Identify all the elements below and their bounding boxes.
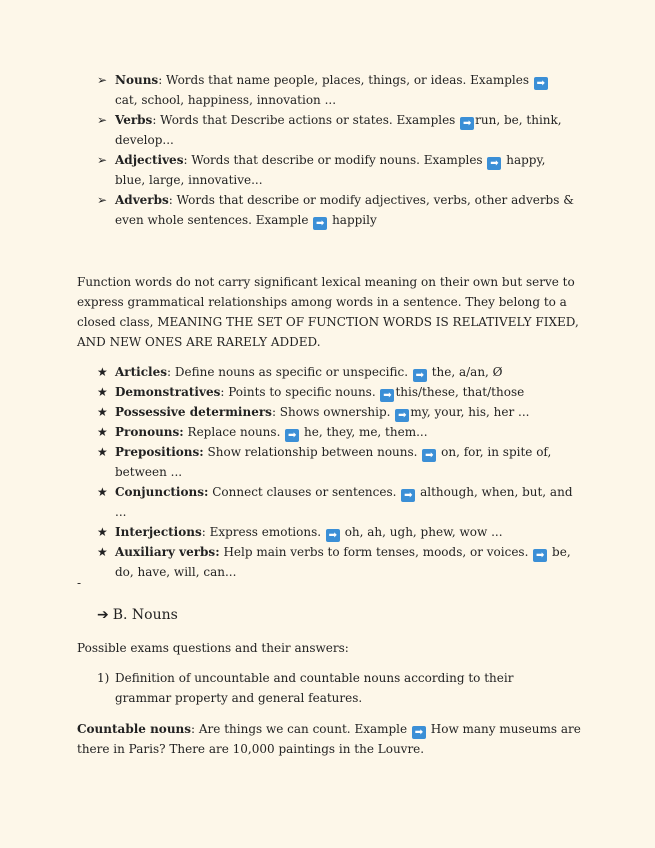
right-arrow-icon: ➡ bbox=[326, 529, 340, 542]
list-item bbox=[0, 522, 655, 542]
examples: happy, blue, large, innovative... bbox=[115, 153, 546, 187]
star-icon: ★ bbox=[97, 425, 108, 439]
section-heading-text: B. Nouns bbox=[112, 607, 178, 623]
examples: How many museums are there in Paris? There are 10,000 paintings in the Louvre. bbox=[77, 722, 581, 756]
bullet-arrow-icon: ➢ bbox=[97, 153, 108, 167]
term: Demonstratives bbox=[115, 385, 221, 399]
description: Are things we can count. Example bbox=[198, 722, 411, 736]
term: Countable nouns bbox=[77, 722, 192, 736]
description: Shows ownership. bbox=[279, 405, 395, 419]
function-words-paragraph: Function words do not carry significant lexical meaning on their own but serve to express grammatical relationships among words in a sentence. They belong to a closed class, MEANING THE SET OF FUNCTION WORDS IS RELATIVELY FIXED, AND NEW ONES ARE RARELY ADDED. bbox=[77, 275, 579, 349]
examples: this/these, that/those bbox=[395, 385, 525, 399]
right-arrow-icon: ➡ bbox=[460, 117, 474, 130]
list-item bbox=[0, 150, 655, 190]
term: Possessive determiners bbox=[115, 405, 272, 419]
term: Prepositions: bbox=[115, 445, 204, 459]
function-word-list bbox=[0, 362, 655, 582]
description: Words that describe or modify adjectives, verbs, other adverbs & even whole sentences. Example bbox=[115, 193, 574, 227]
examples: happily bbox=[328, 213, 377, 227]
examples: the, a/an, Ø bbox=[427, 365, 503, 379]
list-item bbox=[0, 190, 655, 230]
description: Points to specific nouns. bbox=[228, 385, 380, 399]
right-arrow-icon: ➡ bbox=[487, 157, 501, 170]
list-item bbox=[0, 422, 655, 442]
term: Conjunctions: bbox=[115, 485, 209, 499]
right-arrow-icon: ➡ bbox=[380, 389, 394, 402]
list-item bbox=[0, 542, 655, 582]
examples: run, be, think, develop... bbox=[115, 113, 562, 147]
description: Express emotions. bbox=[209, 525, 325, 539]
right-arrow-icon: ➡ bbox=[313, 217, 327, 230]
right-arrow-icon: ➡ bbox=[534, 77, 548, 90]
bullet-arrow-icon: ➢ bbox=[97, 193, 108, 207]
description: Words that name people, places, things, or ideas. Examples bbox=[166, 73, 533, 87]
list-item bbox=[0, 382, 655, 402]
right-arrow-icon: ➡ bbox=[395, 409, 409, 422]
examples: he, they, me, them... bbox=[300, 425, 428, 439]
heading-arrow-icon: ➔ bbox=[97, 607, 109, 623]
description: Connect clauses or sentences. bbox=[212, 485, 401, 499]
right-arrow-icon: ➡ bbox=[412, 726, 426, 739]
star-icon: ★ bbox=[97, 365, 108, 379]
star-icon: ★ bbox=[97, 385, 108, 399]
star-icon: ★ bbox=[97, 445, 108, 459]
countable-nouns-paragraph bbox=[77, 719, 582, 759]
separator-text: : bbox=[201, 525, 210, 539]
separator-text: : bbox=[183, 153, 192, 167]
list-item bbox=[0, 402, 655, 422]
bullet-arrow-icon: ➢ bbox=[97, 113, 108, 127]
term: Verbs bbox=[115, 113, 153, 127]
separator-text: : bbox=[152, 113, 161, 127]
word-class-list bbox=[0, 70, 655, 230]
term: Adverbs bbox=[115, 193, 169, 207]
star-icon: ★ bbox=[97, 525, 108, 539]
separator-text: : bbox=[167, 365, 175, 379]
exam-intro: Possible exams questions and their answers: bbox=[77, 641, 349, 655]
examples: my, your, his, her ... bbox=[410, 405, 530, 419]
term: Pronouns: bbox=[115, 425, 184, 439]
separator-dash: - bbox=[77, 576, 82, 590]
list-item bbox=[0, 110, 655, 150]
term: Adjectives bbox=[115, 153, 184, 167]
examples: on, for, in spite of, between ... bbox=[115, 445, 552, 479]
list-item bbox=[0, 442, 655, 482]
question-number: 1) bbox=[97, 671, 110, 685]
description: Words that Describe actions or states. Examples bbox=[160, 113, 460, 127]
term: Nouns bbox=[115, 73, 159, 87]
star-icon: ★ bbox=[97, 405, 108, 419]
separator-text: : bbox=[271, 405, 280, 419]
separator-text: : bbox=[220, 385, 229, 399]
star-icon: ★ bbox=[97, 485, 108, 499]
separator-text: : bbox=[191, 722, 199, 736]
right-arrow-icon: ➡ bbox=[401, 489, 415, 502]
examples: cat, school, happiness, innovation ... bbox=[115, 93, 337, 107]
separator-text: : bbox=[158, 73, 167, 87]
examples: oh, ah, ugh, phew, wow ... bbox=[340, 525, 503, 539]
list-item bbox=[0, 362, 655, 382]
list-item bbox=[0, 482, 655, 522]
description: Define nouns as specific or unspecific. bbox=[174, 365, 412, 379]
description: Show relationship between nouns. bbox=[207, 445, 422, 459]
term: Articles bbox=[115, 365, 167, 379]
right-arrow-icon: ➡ bbox=[422, 449, 436, 462]
question-text: Definition of uncountable and countable nouns according to their grammar property and general features. bbox=[115, 671, 514, 705]
term: Interjections bbox=[115, 525, 202, 539]
bullet-arrow-icon: ➢ bbox=[97, 73, 108, 87]
section-heading bbox=[97, 605, 178, 625]
description: Words that describe or modify nouns. Examples bbox=[191, 153, 487, 167]
examples: although, when, but, and ... bbox=[115, 485, 573, 519]
list-item bbox=[0, 70, 655, 110]
examples: be, do, have, will, can... bbox=[115, 545, 571, 579]
description: Help main verbs to form tenses, moods, or voices. bbox=[223, 545, 533, 559]
right-arrow-icon: ➡ bbox=[533, 549, 547, 562]
term: Auxiliary verbs: bbox=[115, 545, 220, 559]
star-icon: ★ bbox=[97, 545, 108, 559]
right-arrow-icon: ➡ bbox=[285, 429, 299, 442]
separator-text: : bbox=[168, 193, 177, 207]
right-arrow-icon: ➡ bbox=[413, 369, 427, 382]
description: Replace nouns. bbox=[187, 425, 285, 439]
